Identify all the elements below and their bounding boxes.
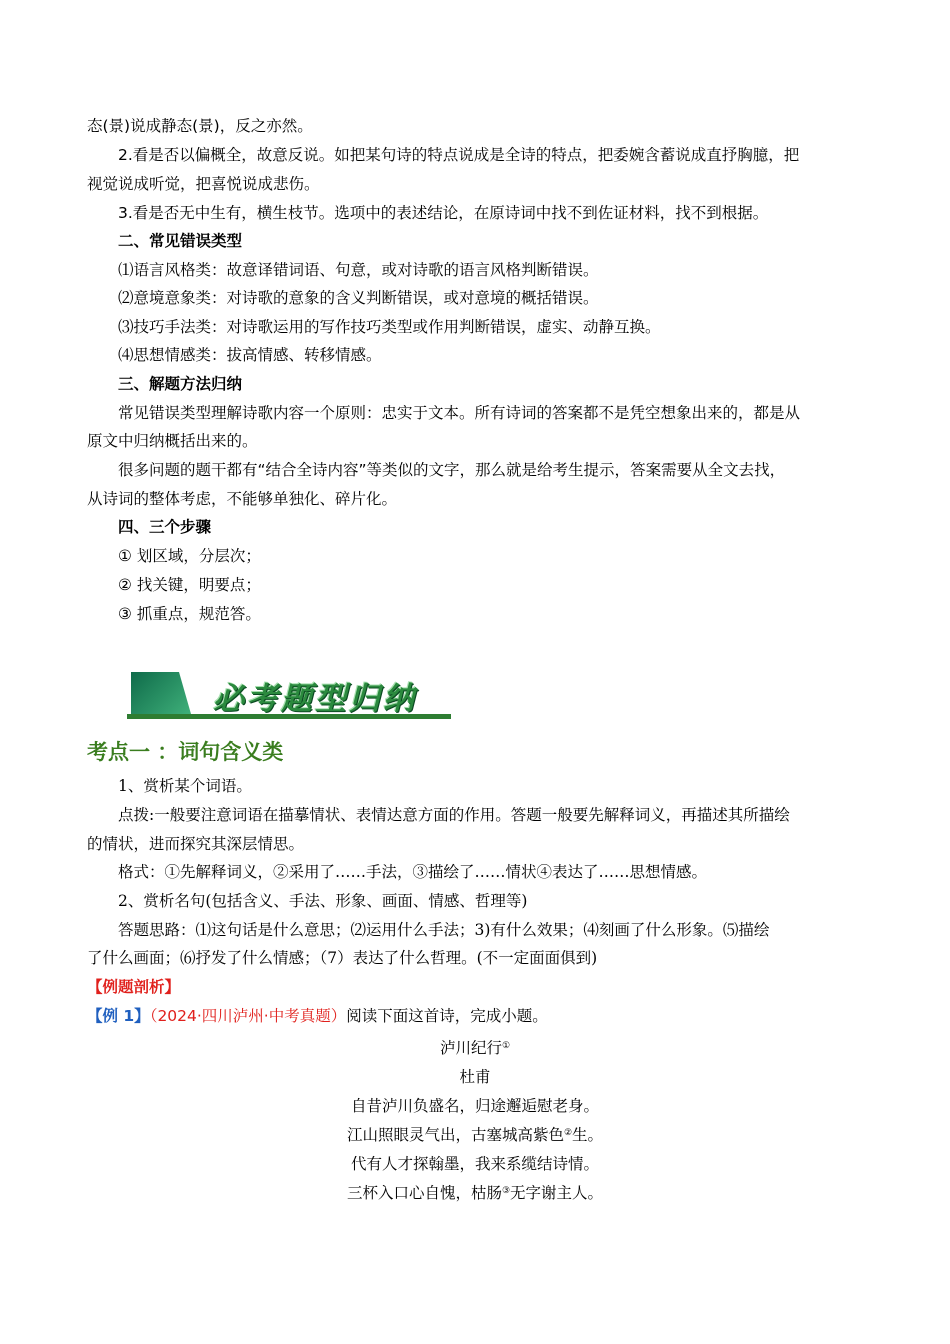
- example-source: （2024·四川泸州·中考真题）: [149, 1007, 347, 1025]
- poem-author: 杜甫: [459, 1068, 491, 1086]
- example-label: 【例 1】: [87, 1007, 150, 1025]
- poem-line-text: 三杯入口心自愧，枯肠: [346, 1184, 502, 1202]
- text-line: 视觉说成听觉，把喜悦说成悲伤。: [87, 175, 320, 193]
- text-line: 3.看是否无中生有，横生枝节。选项中的表述结论，在原诗词中找不到佐证材料，找不到根据。: [118, 204, 769, 222]
- text-line: 2.看是否以偏概全，故意反说。如把某句诗的特点说成是全诗的特点，把委婉含蓄说成直抒胸臆，把: [118, 146, 800, 164]
- text-line: 从诗词的整体考虑，不能够单独化、碎片化。: [87, 490, 398, 508]
- poem-line: [0, 1125, 950, 1145]
- section-heading: 四、三个步骤: [118, 518, 212, 536]
- list-item: ③ 抓重点，规范答。: [118, 605, 261, 623]
- text-line: 很多问题的题干都有“结合全诗内容”等类似的文字，那么就是给考生提示，答案需要从全文去找，: [118, 461, 786, 479]
- example-header: [87, 1006, 865, 1026]
- banner-title: 必考题型归纳: [213, 681, 417, 717]
- text-line: 的情状，进而探究其深层情思。: [87, 835, 305, 853]
- poem-line: 自昔泸川负盛名，归途邂逅慰老身。: [350, 1097, 599, 1115]
- text-line: 2、赏析名句(包括含义、手法、形象、画面、情感、哲理等): [118, 892, 528, 910]
- list-item: ⑴语言风格类：故意译错词语、句意，或对诗歌的语言风格判断错误。: [118, 261, 599, 279]
- list-item: ⑵意境意象类：对诗歌的意象的含义判断错误，或对意境的概括错误。: [118, 289, 599, 307]
- example-section-label: 【例题剖析】: [87, 978, 181, 996]
- text-line: 了什么画面；⑹抒发了什么情感；（7）表达了什么哲理。(不一定面面俱到): [87, 949, 598, 967]
- list-item: ① 划区域，分层次；: [118, 547, 261, 565]
- footnote-marker: ③: [501, 1186, 511, 1196]
- banner-shape: [131, 672, 191, 714]
- text-line: 原文中归纳概括出来的。: [87, 432, 258, 450]
- section-heading: 三、解题方法归纳: [118, 375, 243, 393]
- kaodian-title: 考点一 ：词句含义类: [87, 740, 284, 764]
- text-line: 格式：①先解释词义，②采用了……手法，③描绘了……情状④表达了……思想情感。: [118, 863, 708, 881]
- poem-title: [0, 1038, 950, 1058]
- poem-line-text: 无字谢主人。: [510, 1184, 604, 1202]
- text-line: 答题思路：⑴这句话是什么意思；⑵运用什么手法；3)有什么效果；⑷刻画了什么形象。⑸描绘: [118, 921, 770, 939]
- text-line: 1、赏析某个词语。: [118, 777, 252, 795]
- list-item: ⑶技巧手法类：对诗歌运用的写作技巧类型或作用判断错误，虚实、动静互换。: [118, 318, 661, 336]
- poem-line: [0, 1183, 950, 1203]
- list-item: ⑷思想情感类：拔高情感、转移情感。: [118, 346, 382, 364]
- section-heading: 二、常见错误类型: [118, 232, 243, 250]
- text-line: 态(景)说成静态(景)，反之亦然。: [87, 117, 313, 135]
- footnote-marker: ②: [563, 1128, 573, 1138]
- poem-line-text: 江山照眼灵气出，古塞城高紫色: [346, 1126, 564, 1144]
- text-line: 常见错误类型理解诗歌内容一个原则：忠实于文本。所有诗词的答案都不是凭空想象出来的，都是从: [118, 404, 801, 422]
- poem-title-text: 泸川纪行: [439, 1039, 502, 1057]
- footnote-marker: ①: [501, 1041, 511, 1051]
- list-item: ② 找关键，明要点；: [118, 576, 261, 594]
- example-prompt: 阅读下面这首诗，完成小题。: [346, 1007, 548, 1025]
- text-line: 点拨:一般要注意词语在描摹情状、表情达意方面的作用。答题一般要先解释词义，再描述其所描绘: [118, 806, 790, 824]
- poem-line-text: 生。: [572, 1126, 604, 1144]
- poem-line: 代有人才探翰墨，我来系缆结诗情。: [350, 1155, 599, 1173]
- section-banner: [127, 668, 453, 720]
